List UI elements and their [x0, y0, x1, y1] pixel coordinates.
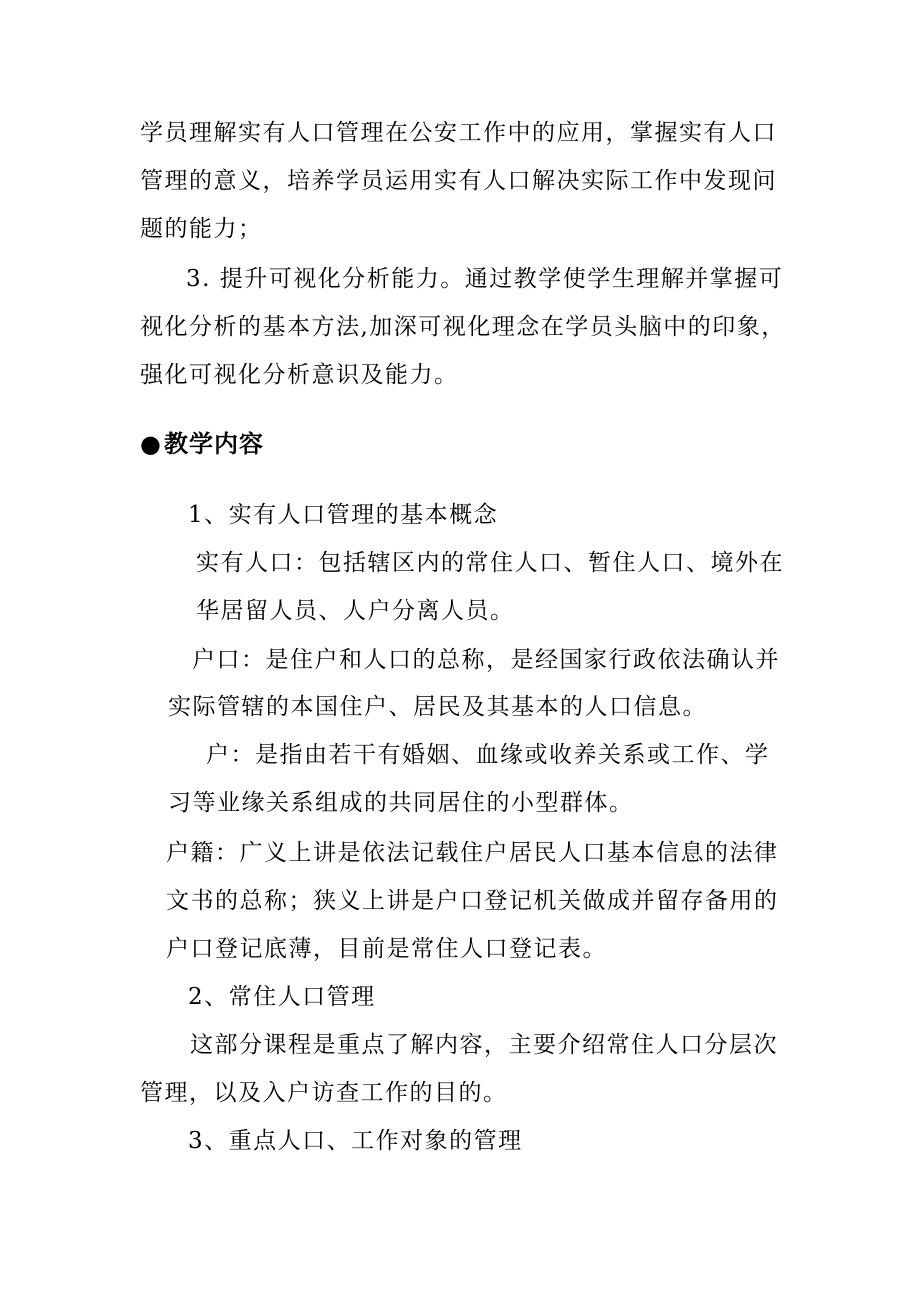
objective-2-line-3: 题的能力；: [140, 216, 263, 242]
definition-hukou-line-2: 实际管辖的本国住户、居民及其基本的人口信息。: [168, 694, 707, 720]
objective-2-line-1: 学员理解实有人口管理在公安工作中的应用，掌握实有人口: [140, 120, 777, 146]
definition-hukou-line-1: 户口：是住户和人口的总称，是经国家行政依法确认并: [192, 647, 780, 673]
objective-3-line-2: 视化分析的基本方法,加深可视化理念在学员头脑中的印象，: [140, 314, 786, 340]
definition-household-line-2: 习等业缘关系组成的共同居住的小型群体。: [168, 790, 634, 816]
objective-2-line-2: 管理的意义，培养学员运用实有人口解决实际工作中发现问: [140, 168, 777, 194]
definition-register-line-1: 户籍：广义上讲是依法记载住户居民人口基本信息的法律: [166, 840, 779, 866]
definition-actual-population-line-2: 华居留人员、人户分离人员。: [196, 598, 515, 624]
topic-2-body-line-1: 这部分课程是重点了解内容，主要介绍常住人口分层次: [190, 1032, 778, 1058]
definition-register-line-2: 文书的总称；狭义上讲是户口登记机关做成并留存备用的: [166, 888, 779, 914]
bullet-icon: ●: [140, 430, 162, 458]
objective-3-line-3: 强化可视化分析意识及能力。: [140, 362, 459, 388]
topic-2-body-line-2: 管理，以及入户访查工作的目的。: [140, 1080, 508, 1106]
definition-actual-population-line-1: 实有人口：包括辖区内的常住人口、暂住人口、境外在: [196, 550, 784, 576]
topic-2-title: 2、常住人口管理: [188, 984, 376, 1010]
objective-3-line-1: 3. 提升可视化分析能力。通过教学使学生理解并掌握可: [186, 266, 784, 292]
topic-3-title: 3、重点人口、工作对象的管理: [188, 1128, 523, 1154]
definition-register-line-3: 户口登记底薄，目前是常住人口登记表。: [166, 936, 607, 962]
topic-1-title: 1、实有人口管理的基本概念: [188, 502, 499, 528]
section-title: 教学内容: [163, 430, 264, 458]
definition-household-line-1: 户：是指由若干有婚姻、血缘或收养关系或工作、学: [206, 742, 770, 768]
section-heading: [140, 428, 264, 460]
